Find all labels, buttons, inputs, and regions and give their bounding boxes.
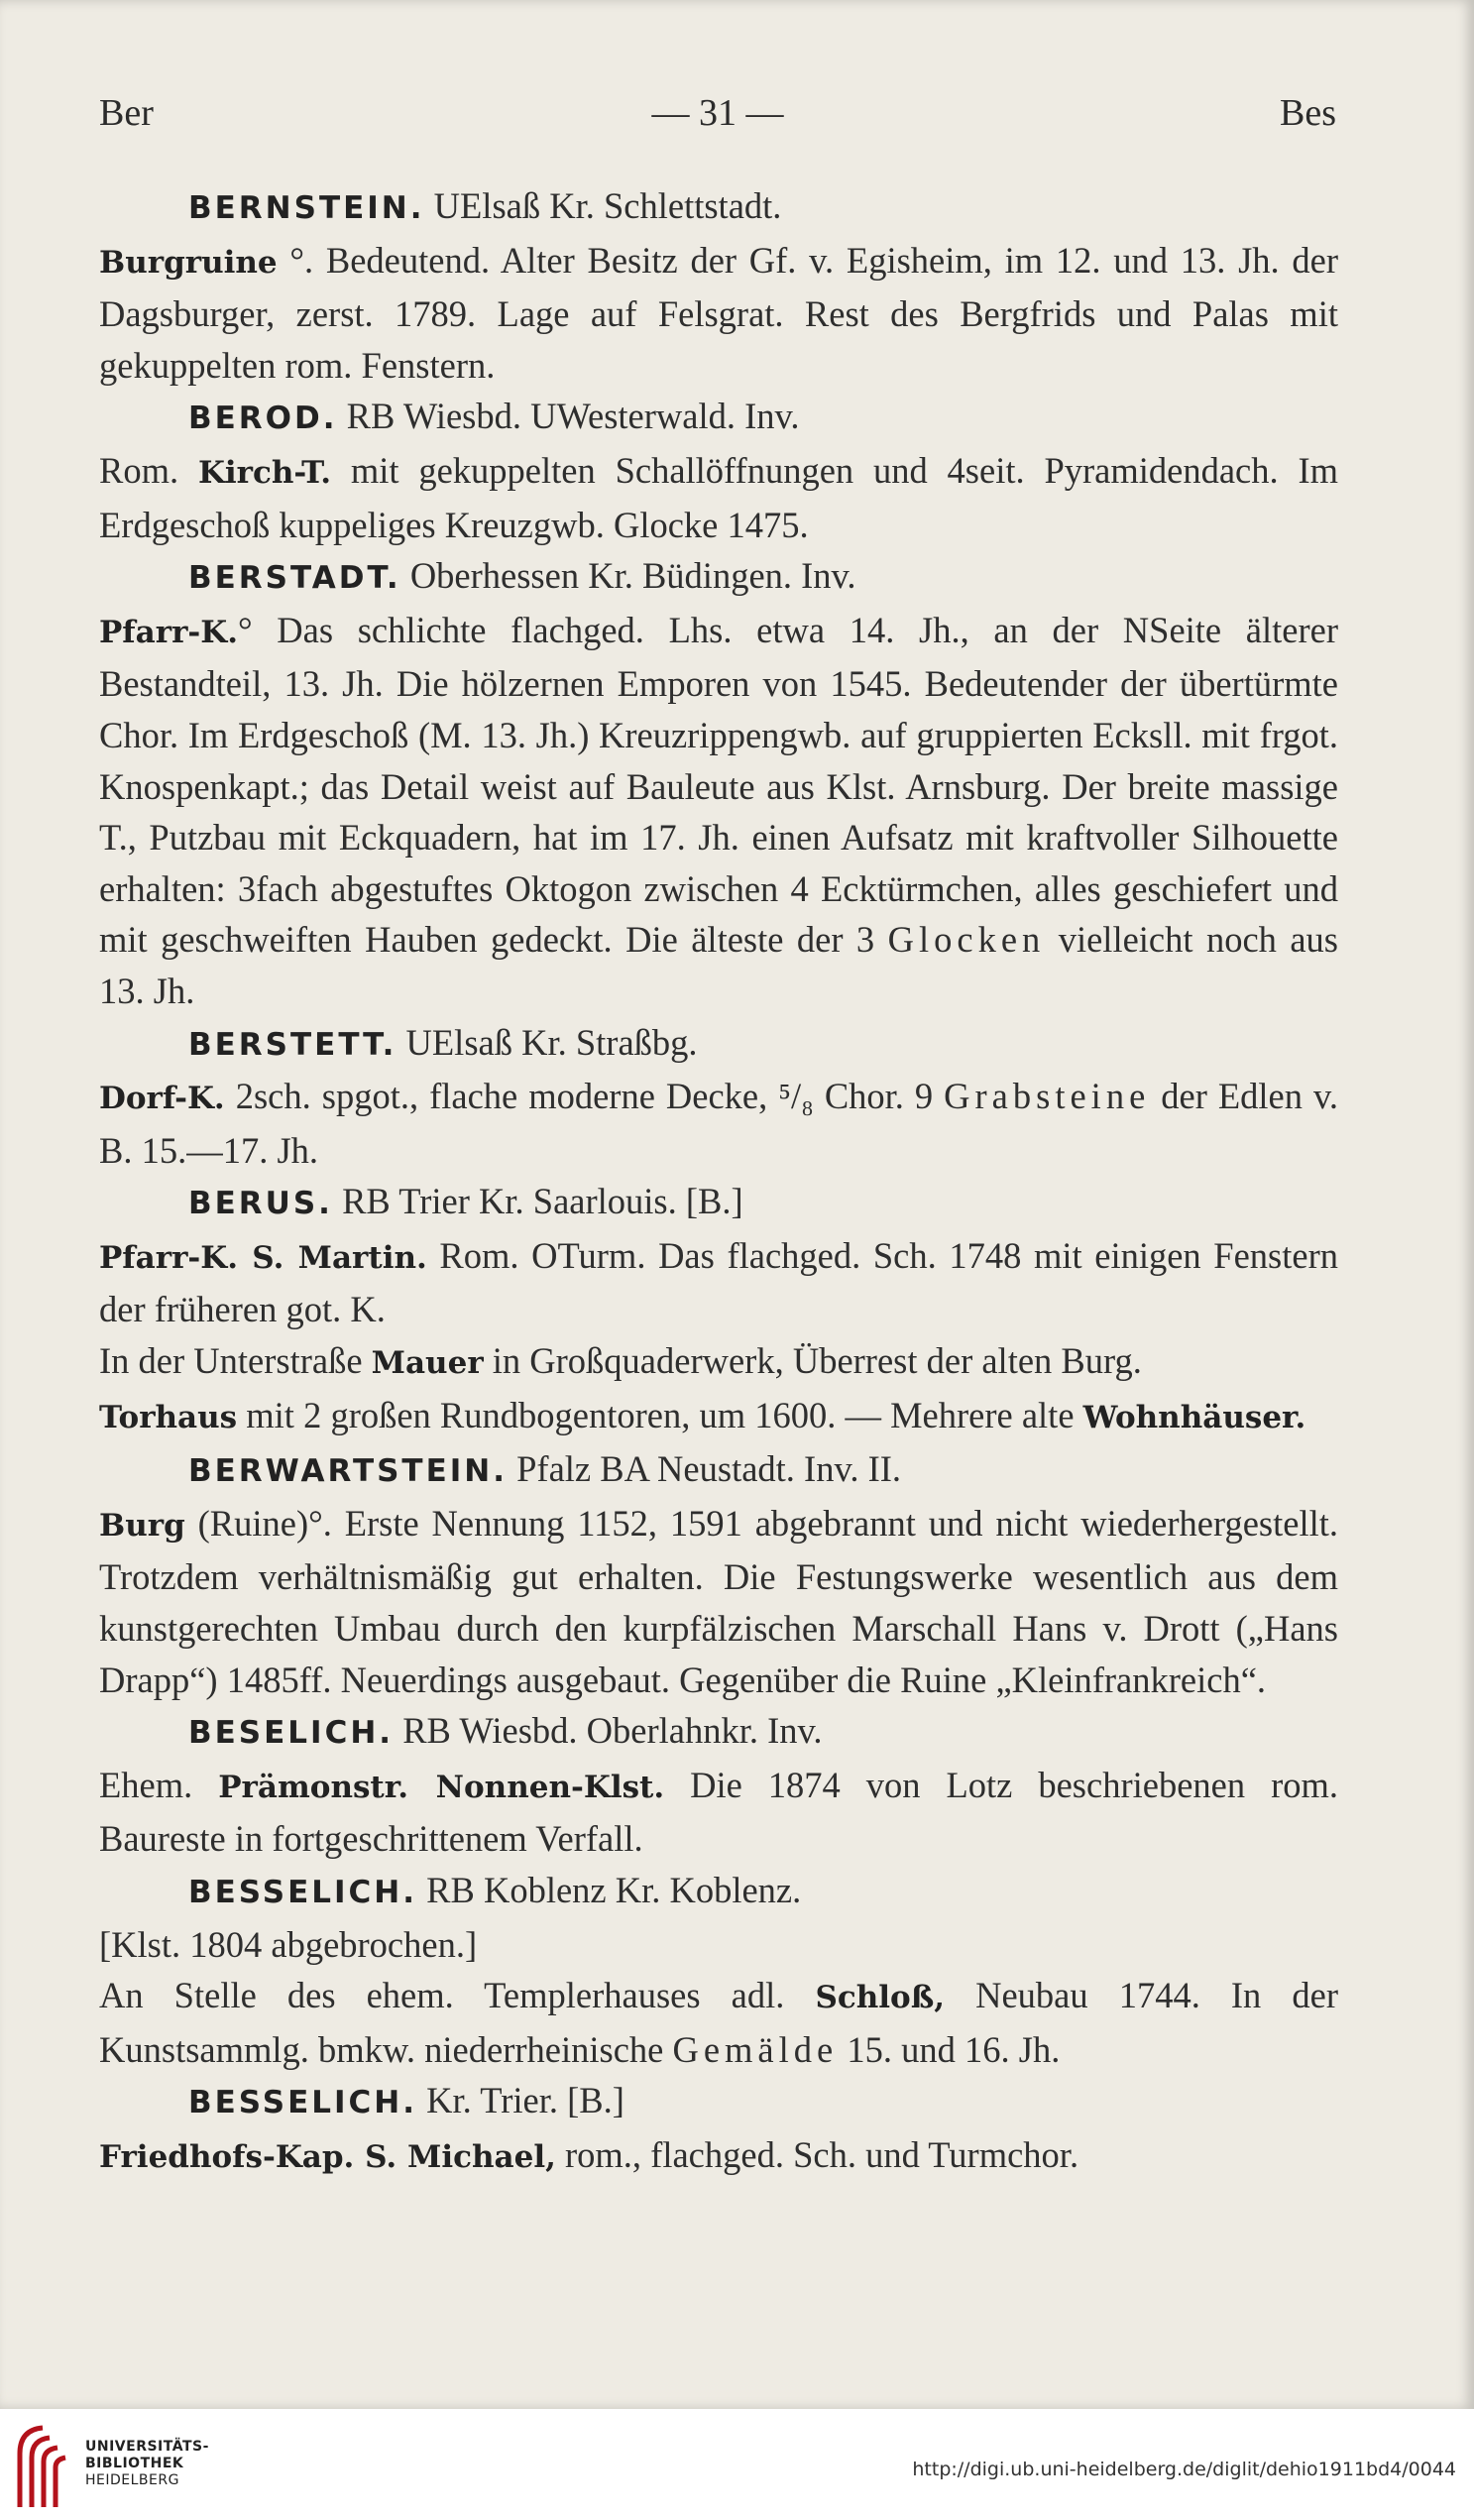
place-name: BESSELICH.	[188, 1875, 418, 1910]
text-run: der Edlen v. B. 15.—17. Jh.	[99, 1076, 1339, 1171]
entry-paragraph	[99, 1335, 1338, 1390]
text-run: Ehem.	[99, 1764, 219, 1805]
text-run: 15. und 16. Jh.	[838, 2028, 1061, 2070]
entry-paragraph	[99, 445, 1338, 550]
entry-paragraph	[99, 1760, 1338, 1865]
text-run: Kr. Trier. [B.]	[417, 2080, 624, 2121]
monument-term: Wohnhäuser.	[1082, 1399, 1306, 1435]
entry-heading	[99, 550, 1338, 605]
entry-heading	[99, 1443, 1338, 1498]
place-name: BERNSTEIN.	[188, 190, 425, 226]
entry-heading	[99, 2075, 1338, 2129]
monument-term: Pfarr-K.	[99, 614, 238, 650]
library-name-line: BIBLIOTHEK	[85, 2456, 184, 2471]
monument-term: Burg	[99, 1507, 185, 1544]
place-name: BESSELICH.	[188, 2085, 418, 2121]
entry-paragraph	[99, 1071, 1338, 1176]
page-number: — 31 —	[651, 92, 784, 134]
entry-heading	[99, 1176, 1338, 1230]
monument-term: Mauer	[371, 1345, 484, 1382]
entry-paragraph	[99, 1970, 1338, 2075]
entry-heading	[99, 1705, 1338, 1760]
header-left-catchword: Ber	[99, 92, 154, 134]
library-name-line: HEIDELBERG	[85, 2472, 179, 2488]
text-run: Die 1874 von Lotz beschriebenen rom. Baureste in fortgeschrittenem Verfall.	[99, 1764, 1338, 1860]
entry-paragraph	[99, 1390, 1338, 1444]
place-name: BERSTADT.	[188, 560, 401, 597]
monument-term: Friedhofs-Kap. S. Michael,	[99, 2138, 556, 2175]
body-text	[99, 180, 1338, 2184]
text-run: in Großquaderwerk, Überrest der alten Burg.	[483, 1340, 1142, 1382]
text-run: vielleicht noch aus 13. Jh.	[99, 919, 1338, 1011]
place-name: BEROD.	[188, 401, 338, 437]
place-name: BERWARTSTEIN.	[188, 1453, 508, 1490]
source-url-link[interactable]: http://digi.ub.uni-heidelberg.de/diglit/dehio1911bd4/0044	[912, 2459, 1456, 2480]
entry-paragraph	[99, 1230, 1338, 1335]
text-run: ° Das schlichte flachged. Lhs. etwa 14. Jh., an der NSeite älterer Bestandteil, 13. Jh. Die hölzernen Emporen von 1545. Bedeutender der übertürmte Chor. Im Erdgeschoß (M. 13. Jh.) Kreuzrippengwb. auf gruppierten Ecksll. mit frgot. Knospenkapt.; das Detail weist auf Bauleute aus Klst. Arnsburg. Der breite massige T., Putzbau mit Eckquadern, hat im 17. Jh. einen Aufsatz mit kraftvoller Silhouette erhalten: 3fach abgestuftes Oktogon zwischen 4 Ecktürmchen, alles geschiefert und mit geschweiften Hauben gedeckt. Die älteste der 3	[99, 609, 1338, 961]
text-run: In der Unterstraße	[99, 1340, 372, 1382]
monument-term: Prämonstr. Nonnen-Klst.	[218, 1769, 665, 1805]
spaced-term: Gemälde	[672, 2028, 839, 2070]
header-right-catchword: Bes	[1280, 92, 1336, 134]
text-run: 2sch. spgot., flache moderne Decke, ⁵/₈ Chor. 9	[224, 1076, 945, 1117]
entry-paragraph	[99, 1498, 1338, 1705]
text-run: UElsaß Kr. Straßbg.	[397, 1021, 698, 1063]
text-run: RB Koblenz Kr. Koblenz.	[417, 1870, 802, 1910]
monument-term: Pfarr-K. S. Martin.	[99, 1239, 427, 1276]
monument-term: Kirch-T.	[197, 454, 332, 491]
text-run: Pfalz BA Neustadt. Inv. II.	[508, 1448, 902, 1490]
text-run: UElsaß Kr. Schlettstadt.	[424, 185, 782, 226]
text-run: RB Wiesbd. Oberlahnkr. Inv.	[394, 1710, 823, 1752]
library-name-line: UNIVERSITÄTS-	[85, 2439, 209, 2455]
monument-term: Torhaus	[99, 1399, 238, 1435]
spaced-term: Glocken	[887, 919, 1046, 961]
spaced-term: Grabsteine	[944, 1076, 1151, 1117]
text-run: Rom.	[99, 449, 198, 491]
place-name: BESELICH.	[188, 1715, 395, 1752]
entry-heading	[99, 1865, 1338, 1919]
text-run: Rom. OTurm. Das flachged. Sch. 1748 mit einigen Fenstern der früheren got. K.	[99, 1234, 1338, 1330]
text-run: rom., flachged. Sch. und Turmchor.	[555, 2133, 1079, 2175]
entry-paragraph	[99, 1919, 1338, 1971]
text-run: °. Bedeutend. Alter Besitz der Gf. v. Egisheim, im 12. und 13. Jh. der Dagsburger, zerst. 1789. Lage auf Felsgrat. Rest des Bergfrids und Palas mit gekuppelten rom. Fenstern.	[99, 239, 1338, 386]
place-name: BERSTETT.	[188, 1026, 397, 1063]
text-run: [Klst. 1804 abgebrochen.]	[99, 1923, 478, 1965]
monument-term: Dorf-K.	[99, 1081, 225, 1117]
monument-term: Burgruine	[99, 244, 278, 281]
text-run: mit gekuppelten Schallöffnungen und 4seit. Pyramidendach. Im Erdgeschoß kuppeliges Kreuzgwb. Glocke 1475.	[99, 449, 1338, 545]
monument-term: Schloß,	[815, 1980, 946, 2016]
entry-heading	[99, 391, 1338, 445]
entry-heading	[99, 180, 1338, 235]
entry-paragraph	[99, 235, 1338, 392]
page-header	[99, 91, 1336, 151]
text-run: Neubau 1744. In der Kunstsammlg. bmkw. niederrheinische	[99, 1975, 1338, 2070]
entry-paragraph	[99, 2129, 1338, 2184]
text-run: mit 2 großen Rundbogentoren, um 1600. — Mehrere alte	[237, 1394, 1083, 1435]
text-run: Oberhessen Kr. Büdingen. Inv.	[400, 555, 856, 597]
text-run: RB Wiesbd. UWesterwald. Inv.	[337, 396, 800, 437]
entry-heading	[99, 1017, 1338, 1072]
place-name: BERUS.	[188, 1186, 333, 1222]
university-library-logo-icon	[14, 2424, 71, 2509]
entry-paragraph	[99, 605, 1338, 1017]
library-name	[85, 2439, 209, 2489]
text-run: (Ruine)°. Erste Nennung 1152, 1591 abgebrannt und nicht wiederhergestellt. Trotzdem verhältnismäßig gut erhalten. Die Festungswerke wesentlich aus dem kunstgerechten Umbau durch den kurpfälzischen Marschall Hans v. Drott („Hans Drapp“) 1485ff. Neuerdings ausgebaut. Gegenüber die Ruine „Kleinfrankreich“.	[99, 1502, 1338, 1700]
text-run: An Stelle des ehem. Templerhauses adl.	[99, 1975, 816, 2016]
text-run: RB Trier Kr. Saarlouis. [B.]	[332, 1181, 743, 1222]
